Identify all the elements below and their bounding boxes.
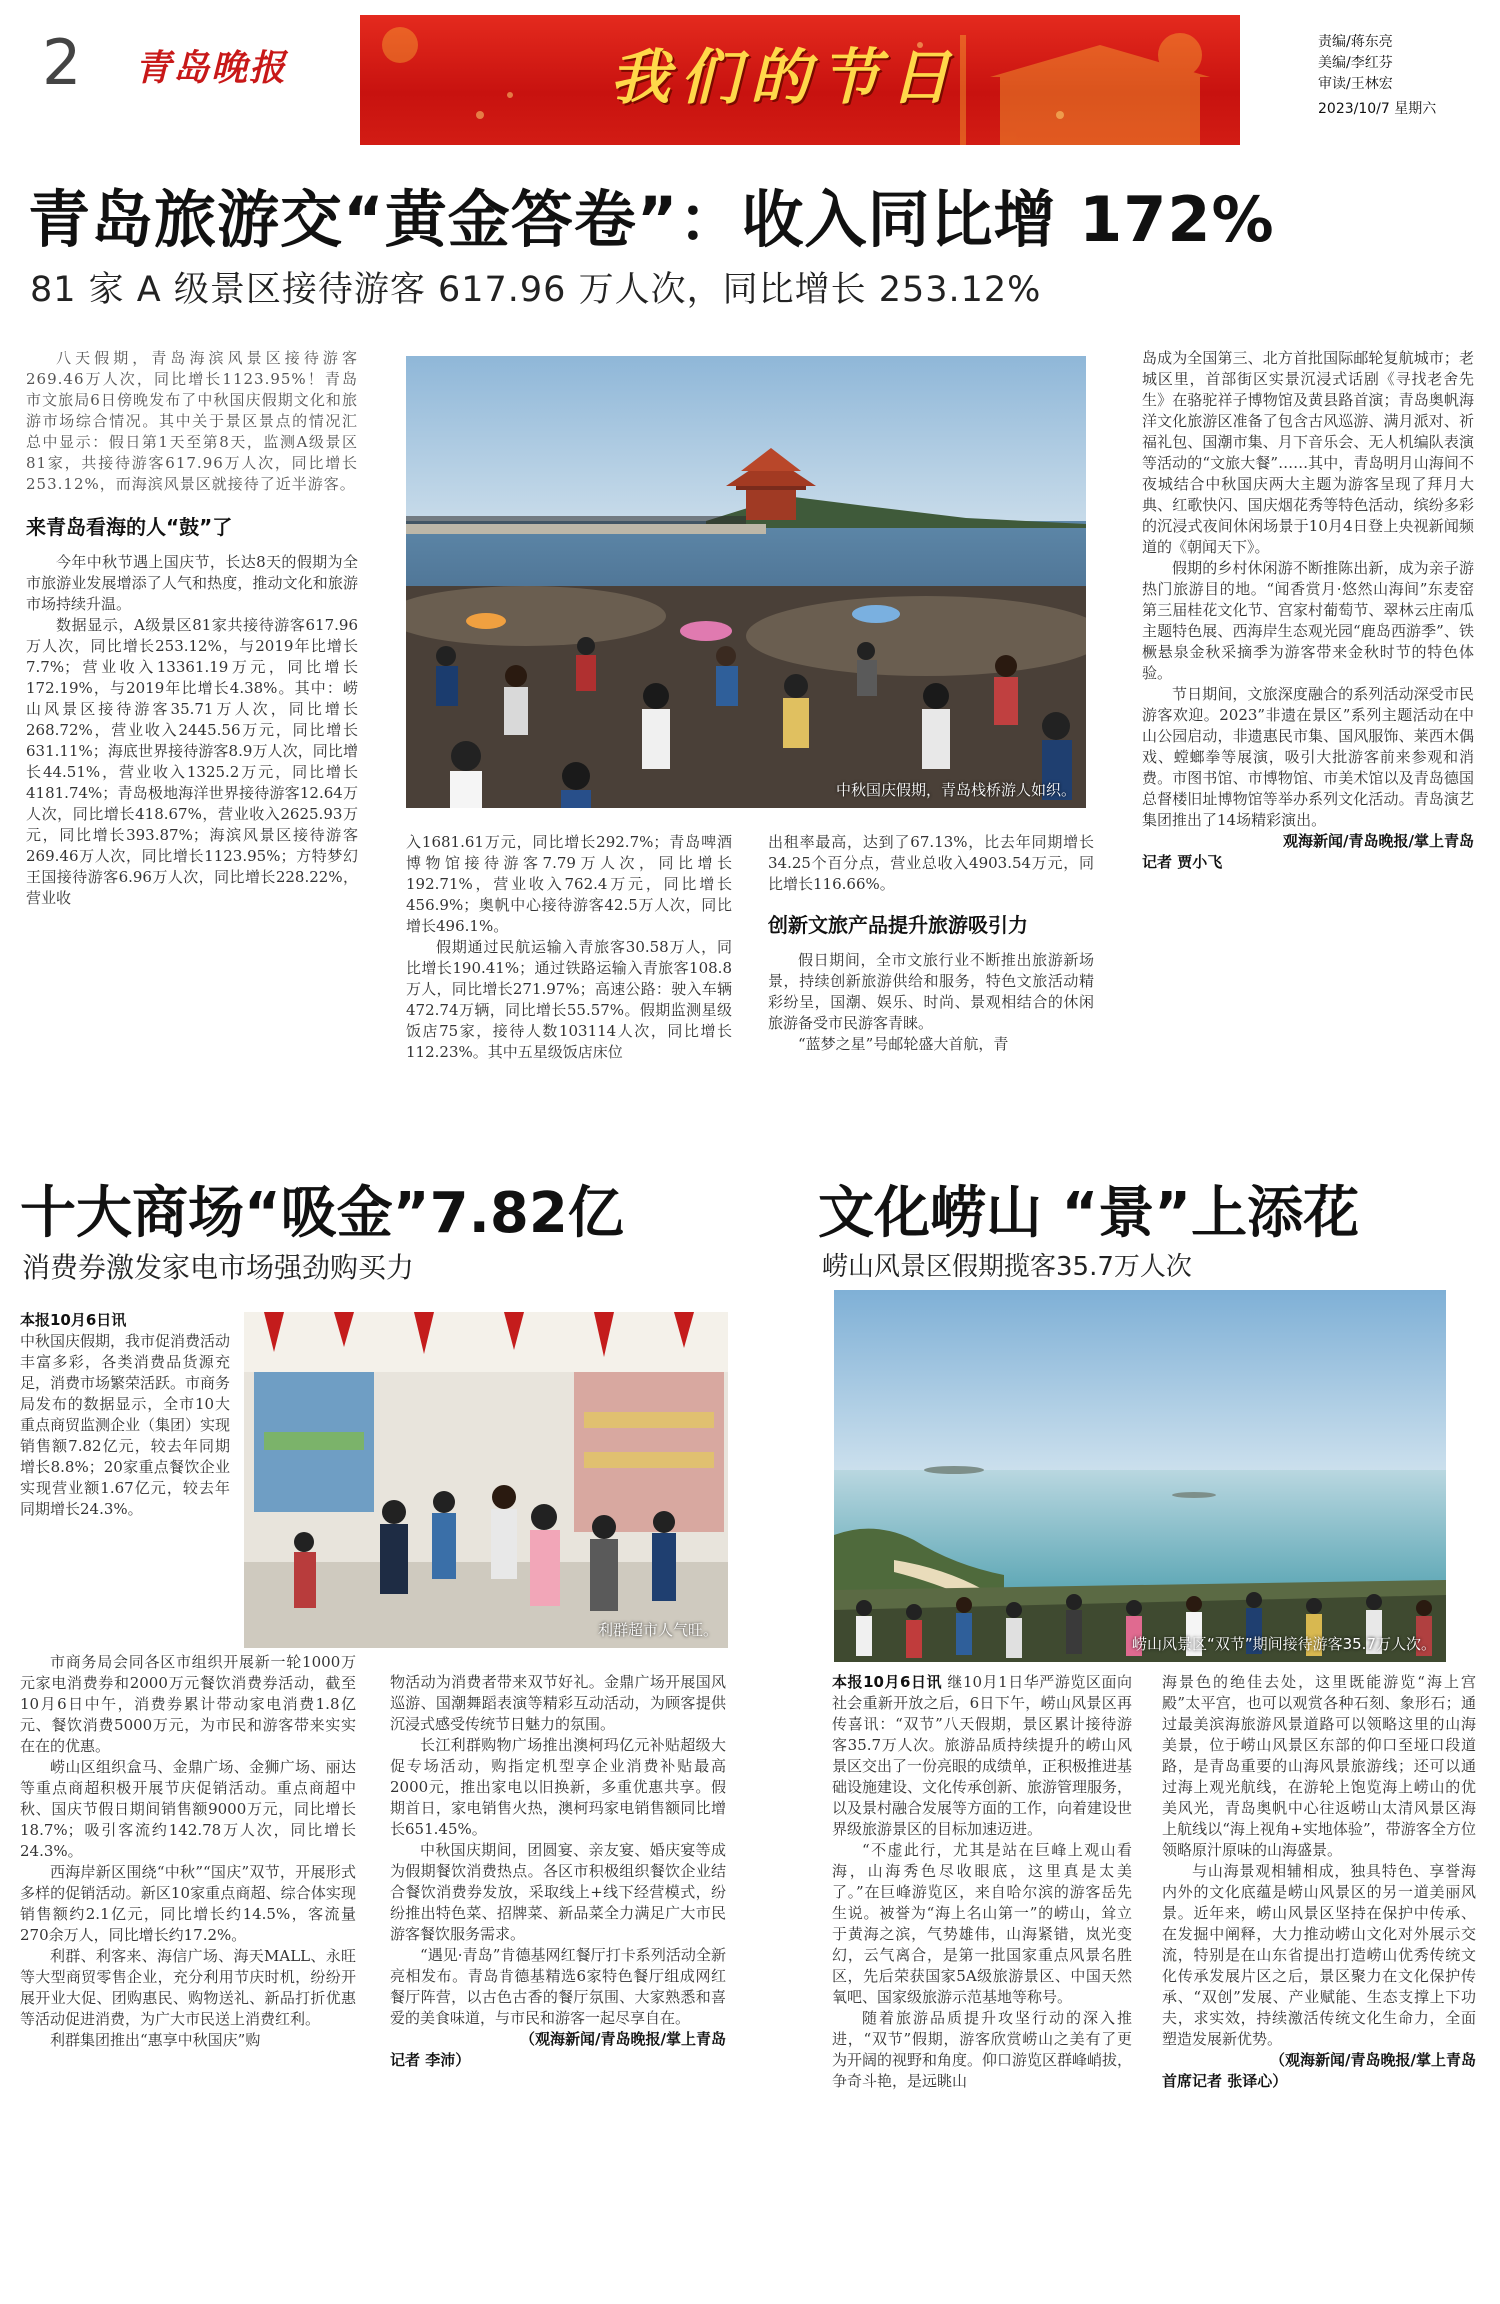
story2-c2-p2: 长江利群购物广场推出澳柯玛亿元补贴超级大促专场活动，购指定机型享企业消费补贴最高2000元，推出家电以旧换新，多重优惠共享。假期首日，家电销售火热，澳柯玛家电销售额同比增长651.45%。 <box>390 1736 726 1838</box>
story2-column-1 <box>20 1310 230 1670</box>
story3-column-1 <box>832 1672 1132 2292</box>
story1-col4-p3: 节日期间，文旅深度融合的系列活动深受市民游客欢迎。2023”非遗在景区”系列主题活动在中山公园启动，非遗惠民市集、国风服饰、莱西木偶戏、螳螂拳等展演，吸引大批游客前来参观和消费。市图书馆、市博物馆、市美术馆以及青岛德国总督楼旧址博物馆等举办系列文化活动。青岛演艺集团推出了14场精彩演出。 <box>1142 685 1474 829</box>
story1-reporter: 记者 贾小飞 <box>1142 853 1223 871</box>
story2-byline: （观海新闻/青岛晚报/掌上青岛 <box>520 2030 726 2048</box>
editor-credits <box>1318 32 1488 120</box>
issue-date: 2023/10/7 星期六 <box>1318 101 1437 117</box>
story2-column-1b <box>20 1652 356 2292</box>
story2-dateline: 本报10月6日讯 <box>20 1311 127 1329</box>
paper-logo: 青岛晚报 <box>135 47 288 89</box>
story3-subhead: 崂山风景区假期揽客35.7万人次 <box>822 1252 1192 1282</box>
story3-column-2 <box>1162 1672 1476 2292</box>
story1-column-2 <box>406 832 732 1132</box>
story1-col1-p1: 今年中秋节遇上国庆节，长达8天的假期为全市旅游业发展增添了人气和热度，推动文化和旅游市场持续升温。 <box>26 553 358 613</box>
story1-col3-p1: 出租率最高，达到了67.13%，比去年同期增长34.25个百分点，营业总收入4903.54万元，同比增长116.66%。 <box>768 833 1094 893</box>
laoshan-coast-image <box>834 1290 1446 1662</box>
story3-c2-p2: 与山海景观相辅相成，独具特色、享誉海内外的文化底蕴是崂山风景区的另一道美丽风景。近年来，崂山风景区坚持在保护中传承、在发掘中阐释，大力推动崂山文化对外展示交流，特别是在山东省提出打造崂山优秀传统文化传承发展片区之后，景区聚力在文化保护传承、“双创”发展、产业赋能、生态支撑上下功夫，求实效，持续激活传统文化生命力，全面塑造发展新优势。 <box>1162 1862 1476 2048</box>
story3-photo-laoshan <box>834 1290 1446 1662</box>
story3-c1-p3: 随着旅游品质提升攻坚行动的深入推进，“双节”假期，游客欣赏崂山之美有了更为开阔的视野和角度。仰口游览区群峰峭拔，争奇斗艳，是远眺山 <box>832 2009 1132 2090</box>
story1-column-1 <box>26 348 358 1130</box>
story1-subhead: 81 家 A 级景区接待游客 617.96 万人次，同比增长 253.12% <box>30 270 1042 310</box>
page-header <box>0 0 1500 150</box>
story2-c2-p4: “遇见·青岛”肯德基网红餐厅打卡系列活动全新亮相发布。青岛肯德基精选6家特色餐厅组成网红餐厅阵营，以古色古香的餐厅氛围、大家熟悉和喜爱的美食味道，与市民和游客一起尽享自在。 <box>390 1946 726 2027</box>
story3-c1-p1: 继10月1日华严游览区面向社会重新开放之后，6日下午，崂山风景区再传喜讯：“双节”八天假期，景区累计接待游客35.7万人次。旅游品质持续提升的崂山风景区交出了一份亮眼的成绩单，正积极推进基础设施建设、文化传承创新、旅游管理服务，以及景村融合发展等方面的工作，向着建设世界级旅游景区的目标加速迈进。 <box>832 1673 1132 1838</box>
story2-p5: 利群、利客来、海信广场、海天MALL、永旺等大型商贸零售企业，充分利用节庆时机，纷纷开展开业大促、团购惠民、购物送礼、新品打折优惠等活动促进消费，为广大市民送上消费红利。 <box>20 1947 356 2028</box>
story1-col1-p2: 数据显示，A级景区81家共接待游客617.96万人次，同比增长253.12%，与2019年比增长7.7%；营业收入13361.19万元，同比增长172.19%，与2019年比增长4.38%。其中：崂山风景区接待游客35.71万人次，同比增长268.72%，营业收入2445.56万元，同比增长631.11%；海底世界接待游客8.9万人次，同比增长44.51%，营业收入1325.2万元，同比增长4181.74%；青岛极地海洋世界接待游客12.64万人次，同比增长418.67%，营业收入2625.93万元，同比增长393.87%；海滨风景区接待游客269.46万人次，同比增长1123.95%；方特梦幻王国接待游客6.96万人次，同比增长228.22%，营业收 <box>26 616 358 907</box>
festival-banner <box>360 15 1240 145</box>
story2-c2-p1: 物活动为消费者带来双节好礼。金鼎广场开展国风巡游、国潮舞蹈表演等精彩互动活动，为顾客提供沉浸式感受传统节日魅力的氛围。 <box>390 1673 726 1733</box>
story1-photo-pier <box>406 356 1086 808</box>
story2-column-2 <box>390 1672 726 2292</box>
story3-photo-caption: 崂山风景区“双节”期间接待游客35.7万人次。 <box>1132 1635 1436 1653</box>
story1-col3-p2: 假日期间，全市文旅行业不断推出旅游新场景，持续创新旅游供给和服务，特色文旅活动精彩纷呈，国潮、娱乐、时尚、景观相结合的休闲旅游备受市民游客青睐。 <box>768 951 1094 1032</box>
page-number: 2 <box>42 26 82 99</box>
story2-photo-mall <box>244 1312 728 1648</box>
story1-column-4 <box>1142 348 1474 1138</box>
story1-column-3 <box>768 832 1094 1132</box>
banner-title: 我们的节日 <box>610 43 960 113</box>
pier-crowd-image <box>406 356 1086 808</box>
story1-lead: 八天假期，青岛海滨风景区接待游客269.46万人次，同比增长1123.95%！青岛市文旅局6日傍晚发布了中秋国庆假期文化和旅游市场综合情况。其中关于景区景点的情况汇总中显示：假日第1天至第8天，监测A级景区81家，共接待游客617.96万人次，同比增长253.12%，而海滨风景区就接待了近半游客。 <box>26 349 358 493</box>
story2-p6: 利群集团推出“惠享中秋国庆”购 <box>50 2031 261 2049</box>
story1-col2-p2: 假期通过民航运输入青旅客30.58万人，同比增长190.41%；通过铁路运输入青旅客108.8万人，同比增长271.97%；高速公路：驶入车辆472.74万辆，同比增长55.57%。假期监测星级饭店75家，接待人数103114人次，同比增长112.23%。其中五星级饭店床位 <box>406 938 732 1061</box>
story1-byline: 观海新闻/青岛晚报/掌上青岛 <box>1283 832 1474 850</box>
story2-headline: 十大商场“吸金”7.82亿 <box>20 1181 624 1246</box>
story1-col2-p1: 入1681.61万元，同比增长292.7%；青岛啤酒博物馆接待游客7.79万人次，同比增长192.71%，营业收入762.4万元，同比增长456.9%；奥帆中心接待游客42.5万人次，同比增长496.1%。 <box>406 833 732 935</box>
story2-c2-p3: 中秋国庆期间，团圆宴、亲友宴、婚庆宴等成为假期餐饮消费热点。各区市积极组织餐饮企业结合餐饮消费券发放，采取线上+线下经营模式，纷纷推出特色菜、招牌菜、新品菜全力满足广大市民游客餐饮服务需求。 <box>390 1841 726 1943</box>
story3-headline: 文化崂山 “景”上添花 <box>818 1181 1360 1246</box>
story2-reporter: 记者 李沛） <box>390 2051 471 2069</box>
story1-section1-title: 来青岛看海的人“鼓”了 <box>26 515 233 539</box>
story1-col4-p1: 岛成为全国第三、北方首批国际邮轮复航城市；老城区里，首部街区实景沉浸式话剧《寻找老舍先生》在骆驼祥子博物馆及黄县路首演；青岛奥帆海洋文化旅游区准备了包含古风巡游、满月派对、祈福礼包、国潮市集、月下音乐会、无人机编队表演等活动的“文旅大餐”……其中，青岛明月山海间不夜城结合中秋国庆两大主题为游客呈现了拜月大典、红歌快闪、国庆烟花秀等特色活动，缤纷多彩的沉浸式夜间休闲场景于10月4日登上央视新闻频道的《朝闻天下》。 <box>1142 349 1474 556</box>
story1-section2-title: 创新文旅产品提升旅游吸引力 <box>768 913 1028 937</box>
story2-p3: 崂山区组织盒马、金鼎广场、金狮广场、丽达等重点商超积极开展节庆促销活动。重点商超中秋、国庆节假日期间销售额9000万元，同比增长18.7%；吸引客流约142.78万人次，同比增长24.3%。 <box>20 1758 356 1860</box>
story3-c2-p1: 海景色的绝佳去处，这里既能游览“海上宫殿”太平宫，也可以观赏各种石刻、象形石；通过最美滨海旅游风景道路可以领略这里的山海美景，位于崂山风景区东部的仰口至垭口段道路，是青岛重要的山海风景旅游线；还可以通过海上观光航线，在游轮上饱览海上崂山的优美风光，青岛奥帆中心往返崂山太清风景区海上航线以“海上视角+实地体验”，带游客全方位领略原汁原味的山海盛景。 <box>1162 1673 1476 1859</box>
story1-col3-p3: “蓝梦之星”号邮轮盛大首航，青 <box>798 1035 1009 1053</box>
story3-reporter: 首席记者 张译心） <box>1162 2072 1288 2090</box>
supermarket-image <box>244 1312 728 1648</box>
story3-dateline: 本报10月6日讯 <box>832 1673 943 1691</box>
story1-photo-caption: 中秋国庆假期，青岛栈桥游人如织。 <box>835 781 1076 799</box>
story3-c1-p2: “不虚此行，尤其是站在巨峰上观山看海，山海秀色尽收眼底，这里真是太美了。”在巨峰游览区，来自哈尔滨的游客岳先生说。被誉为“海上名山第一”的崂山，耸立于黄海之滨，气势雄伟，山海紧错，岚光变幻，云气离合，是第一批国家重点风景名胜区，先后荣获国家5A级旅游景区、中国天然氧吧、国家级旅游示范基地等称号。 <box>832 1841 1132 2006</box>
story2-lead: 中秋国庆假期，我市促消费活动丰富多彩，各类消费品货源充足，消费市场繁荣活跃。市商务局发布的数据显示，全市10大重点商贸监测企业（集团）实现销售额7.82亿元，较去年同期增长8.8%；20家重点餐饮企业实现营业额1.67亿元，较去年同期增长24.3%。 <box>20 1332 230 1518</box>
credit-designer: 美编/李红芬 <box>1318 55 1393 71</box>
story2-subhead: 消费券激发家电市场强劲购买力 <box>22 1251 415 1284</box>
story3-byline: （观海新闻/青岛晚报/掌上青岛 <box>1270 2051 1476 2069</box>
credit-proofreader: 审读/王林宏 <box>1318 76 1393 92</box>
story2-p2: 市商务局会同各区市组织开展新一轮1000万元家电消费券和2000万元餐饮消费券活动，截至10月6日中午，消费券累计带动家电消费1.8亿元、餐饮消费5000万元，为市民和游客带来实实在在的优惠。 <box>20 1653 356 1755</box>
story1-headline: 青岛旅游交“黄金答卷”：收入同比增 172% <box>28 183 1275 256</box>
credit-editor: 责编/蒋东亮 <box>1318 34 1393 50</box>
story2-photo-caption: 利群超市人气旺。 <box>597 1621 718 1639</box>
story2-p4: 西海岸新区围绕“中秋”“国庆”双节，开展形式多样的促销活动。新区10家重点商超、综合体实现销售额约2.1亿元，同比增长约14.5%，客流量270余万人，同比增长约17.2%。 <box>20 1863 356 1944</box>
story1-col4-p2: 假期的乡村休闲游不断推陈出新，成为亲子游热门旅游目的地。“闻香赏月·悠然山海间”东麦窑第三届桂花文化节、宫家村葡萄节、翠林云庄南瓜主题特色展、西海岸生态观光园“鹿岛西游季”、铁橛悬泉金秋采摘季为游客带来金秋时节的特色体验。 <box>1142 559 1474 682</box>
